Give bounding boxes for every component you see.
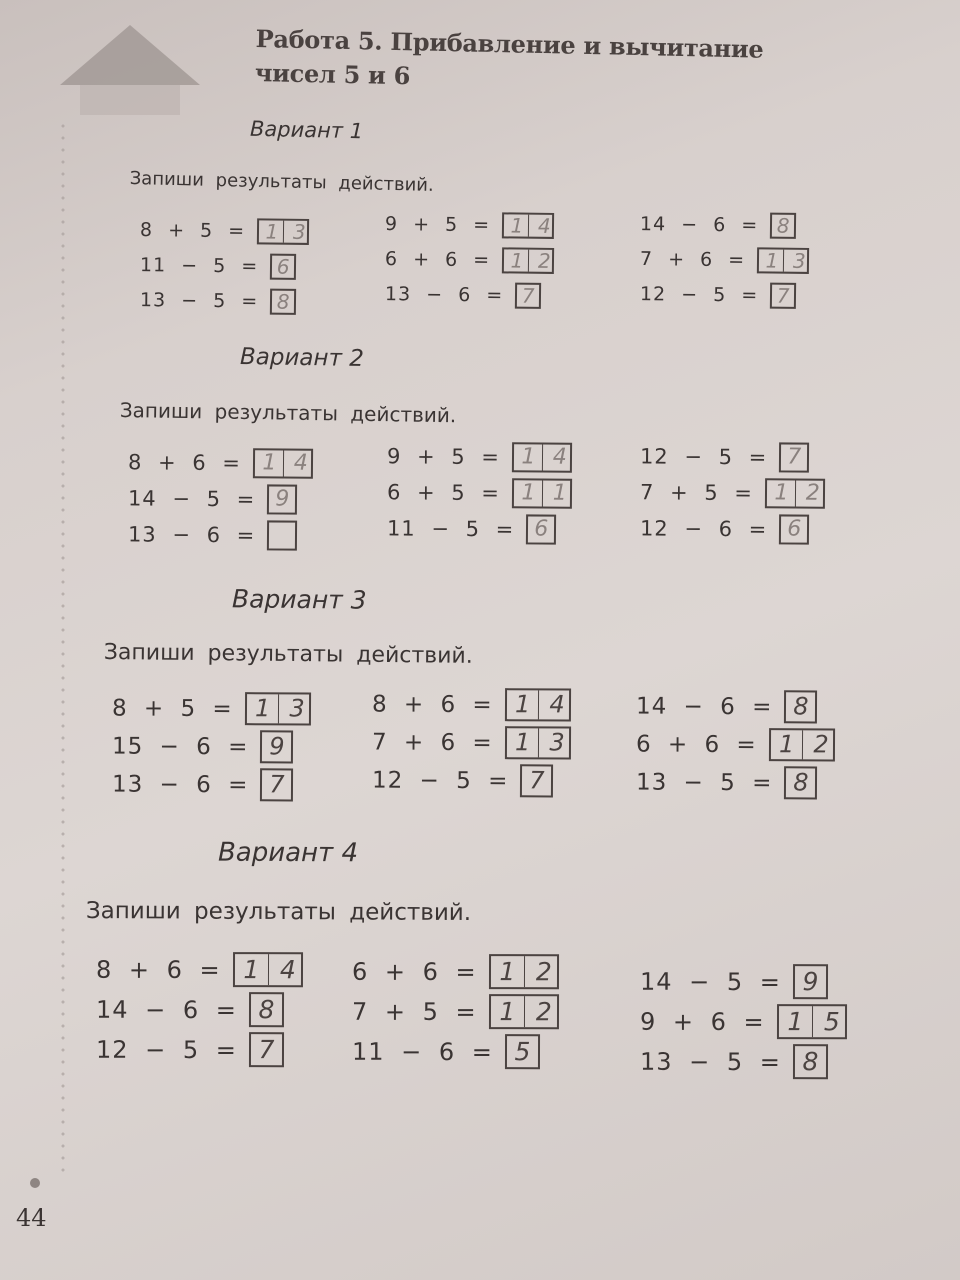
equation <box>127 447 326 478</box>
equation-expression: 8 + 6 = <box>371 690 493 718</box>
handwritten-answer: 6 <box>276 254 290 279</box>
answer-box[interactable] <box>502 212 566 239</box>
equation <box>384 211 566 239</box>
equation <box>352 1034 540 1069</box>
handwritten-answer: 13 <box>254 694 325 723</box>
equation <box>140 287 297 315</box>
handwritten-answer: 7 <box>787 444 802 470</box>
handwritten-answer: 8 <box>802 1047 819 1077</box>
handwritten-answer: 13 <box>265 219 321 245</box>
equation <box>96 992 284 1027</box>
answer-box[interactable] <box>770 213 796 239</box>
equation <box>139 217 321 245</box>
equation <box>112 730 294 764</box>
answer-box[interactable] <box>515 283 541 309</box>
variant-title: Вариант 2 <box>239 344 365 372</box>
instruction-text: Запиши результаты действий. <box>119 398 457 428</box>
handwritten-answer: 9 <box>802 967 819 997</box>
variant-title: Вариант 3 <box>231 584 367 615</box>
handwritten-answer: 8 <box>793 768 809 797</box>
equation-expression: 7 + 6 = <box>639 248 746 272</box>
answer-box[interactable] <box>779 514 809 544</box>
page-number: 44 <box>16 1204 47 1232</box>
equation <box>96 1032 284 1067</box>
answer-box[interactable] <box>793 1044 828 1079</box>
equation <box>640 964 828 999</box>
handwritten-answer: 11 <box>521 480 585 506</box>
handwritten-answer: 7 <box>269 770 285 799</box>
equation <box>639 477 838 508</box>
equation <box>640 1044 828 1079</box>
equation <box>640 513 810 544</box>
answer-box[interactable] <box>249 1032 284 1067</box>
answer-box[interactable] <box>489 954 573 989</box>
answer-box[interactable] <box>520 764 553 797</box>
equation-expression: 13 − 6 = <box>127 522 256 548</box>
answer-box[interactable] <box>270 289 296 315</box>
equation <box>384 246 566 274</box>
equation-expression: 12 − 5 = <box>639 283 759 307</box>
equation <box>636 690 818 724</box>
page-title <box>255 22 764 101</box>
handwritten-answer: 14 <box>510 213 566 239</box>
answer-box[interactable] <box>249 992 284 1027</box>
equation <box>112 768 294 802</box>
equation <box>140 252 297 280</box>
equation-expression: 7 + 5 = <box>351 997 477 1026</box>
answer-box[interactable] <box>260 730 293 763</box>
equation-expression: 14 − 6 = <box>639 213 759 237</box>
answer-box[interactable] <box>502 247 566 274</box>
equation-expression: 13 − 6 = <box>384 283 504 307</box>
handwritten-answer: 6 <box>787 516 802 542</box>
equation-expression: 15 − 6 = <box>111 733 249 760</box>
equation-expression: 13 − 5 = <box>639 1047 781 1076</box>
handwritten-answer: 7 <box>258 1035 275 1065</box>
equation-expression: 14 − 5 = <box>639 967 781 996</box>
handwritten-answer: 12 <box>499 957 573 987</box>
handwritten-answer: 12 <box>499 997 573 1027</box>
equation <box>386 477 585 508</box>
equation-expression: 11 − 6 = <box>351 1037 493 1066</box>
equation-expression: 8 + 5 = <box>111 694 233 722</box>
handwritten-answer: 14 <box>521 444 585 470</box>
equation-expression: 14 − 6 = <box>95 995 237 1024</box>
handwritten-answer: 9 <box>275 486 290 512</box>
equation-expression: 13 − 5 = <box>635 769 773 796</box>
answer-box[interactable] <box>257 218 321 245</box>
handwritten-answer: 7 <box>521 283 535 308</box>
equation <box>639 246 821 274</box>
equation-expression: 14 − 6 = <box>635 693 773 720</box>
answer-box[interactable] <box>765 478 838 508</box>
answer-box[interactable] <box>489 994 573 1029</box>
equation <box>639 1004 861 1040</box>
equation <box>351 954 573 990</box>
equation <box>635 727 849 761</box>
equation <box>111 691 325 725</box>
instruction-text: Запиши результаты действий. <box>103 640 473 669</box>
answer-box[interactable] <box>505 726 585 759</box>
equation-expression: 12 − 5 = <box>95 1035 237 1064</box>
equation <box>387 513 557 544</box>
answer-box[interactable] <box>770 283 796 309</box>
answer-box[interactable] <box>769 728 849 761</box>
answer-box[interactable] <box>253 448 326 478</box>
equation-expression: 12 − 6 = <box>639 516 768 542</box>
handwritten-answer: 8 <box>276 289 290 314</box>
equation <box>371 687 585 721</box>
equation-expression: 9 + 5 = <box>386 444 501 470</box>
equation-expression: 7 + 6 = <box>371 728 493 756</box>
equation-expression: 8 + 6 = <box>95 955 221 984</box>
handwritten-answer: 12 <box>510 248 566 274</box>
handwritten-answer: 8 <box>793 692 809 721</box>
answer-box[interactable] <box>267 520 297 550</box>
answer-box[interactable] <box>777 1004 861 1039</box>
answer-box[interactable] <box>784 766 817 799</box>
instruction-text: Запиши результаты действий. <box>85 898 472 927</box>
handwritten-answer: 15 <box>787 1007 861 1037</box>
equation <box>386 441 585 472</box>
equation <box>640 211 797 239</box>
equation <box>640 281 797 309</box>
handwritten-answer: 14 <box>262 450 326 476</box>
equation-expression: 9 + 5 = <box>384 213 491 237</box>
handwritten-answer: 14 <box>514 690 585 719</box>
handwritten-answer: 8 <box>258 995 275 1025</box>
answer-box[interactable] <box>757 247 821 274</box>
equation-expression: 14 − 5 = <box>127 486 256 512</box>
answer-box[interactable] <box>512 478 585 508</box>
equation <box>640 441 810 472</box>
answer-box[interactable] <box>784 690 817 723</box>
equation-expression: 12 − 5 = <box>639 444 768 470</box>
equation-expression: 8 + 6 = <box>127 450 242 476</box>
equation <box>128 483 298 514</box>
equation <box>95 952 317 988</box>
answer-box[interactable] <box>779 442 809 472</box>
equation-expression: 9 + 6 = <box>639 1007 765 1036</box>
equation-expression: 6 + 6 = <box>635 730 757 758</box>
handwritten-answer: 9 <box>269 732 285 761</box>
answer-box[interactable] <box>260 768 293 801</box>
answer-box[interactable] <box>526 514 556 544</box>
equation-expression: 12 − 5 = <box>371 767 509 794</box>
handwritten-answer: 12 <box>778 730 849 759</box>
equation-expression: 6 + 6 = <box>351 957 477 986</box>
equation-expression: 8 + 5 = <box>139 219 246 243</box>
answer-box[interactable] <box>505 688 585 721</box>
equation-expression: 11 − 5 = <box>386 516 515 542</box>
handwritten-answer: 6 <box>534 516 549 542</box>
handwritten-answer: 5 <box>514 1037 531 1067</box>
equation-expression: 11 − 5 = <box>139 254 259 278</box>
equation-expression: 6 + 6 = <box>384 248 491 272</box>
answer-box[interactable] <box>505 1034 540 1069</box>
equation-expression: 7 + 5 = <box>639 480 754 506</box>
handwritten-answer: 12 <box>774 480 838 506</box>
answer-box[interactable] <box>793 964 828 999</box>
equation <box>371 725 585 759</box>
handwritten-answer: 13 <box>765 248 821 274</box>
equation-expression: 6 + 5 = <box>386 480 501 506</box>
variant-title: Вариант 1 <box>249 116 364 144</box>
page-shadow <box>60 25 200 85</box>
binding-dots <box>60 120 66 1180</box>
handwritten-answer: 8 <box>776 213 790 238</box>
answer-box[interactable] <box>270 254 296 280</box>
variant-title: Вариант 4 <box>217 837 359 869</box>
instruction-text: Запиши результаты действий. <box>129 168 434 196</box>
equation <box>128 519 298 550</box>
answer-box[interactable] <box>233 952 317 987</box>
answer-box[interactable] <box>267 484 297 514</box>
equation-expression: 13 − 6 = <box>111 771 249 798</box>
equation <box>351 994 573 1030</box>
handwritten-answer: 7 <box>776 283 790 308</box>
equation <box>385 281 542 309</box>
handwritten-answer: 7 <box>529 766 545 795</box>
answer-box[interactable] <box>245 692 325 725</box>
handwritten-answer: 14 <box>243 955 317 985</box>
equation <box>636 766 818 800</box>
page-shadow-lower <box>80 85 180 115</box>
equation-expression: 13 − 5 = <box>139 289 259 313</box>
handwritten-answer: 13 <box>514 728 585 757</box>
page-title-line-1: Работа 5. Прибавление и вычитание <box>255 23 764 64</box>
answer-box[interactable] <box>512 442 585 472</box>
page-title-line-2: чисел 5 и 6 <box>254 57 411 91</box>
equation <box>372 764 554 798</box>
binding-dot-end <box>30 1178 40 1188</box>
